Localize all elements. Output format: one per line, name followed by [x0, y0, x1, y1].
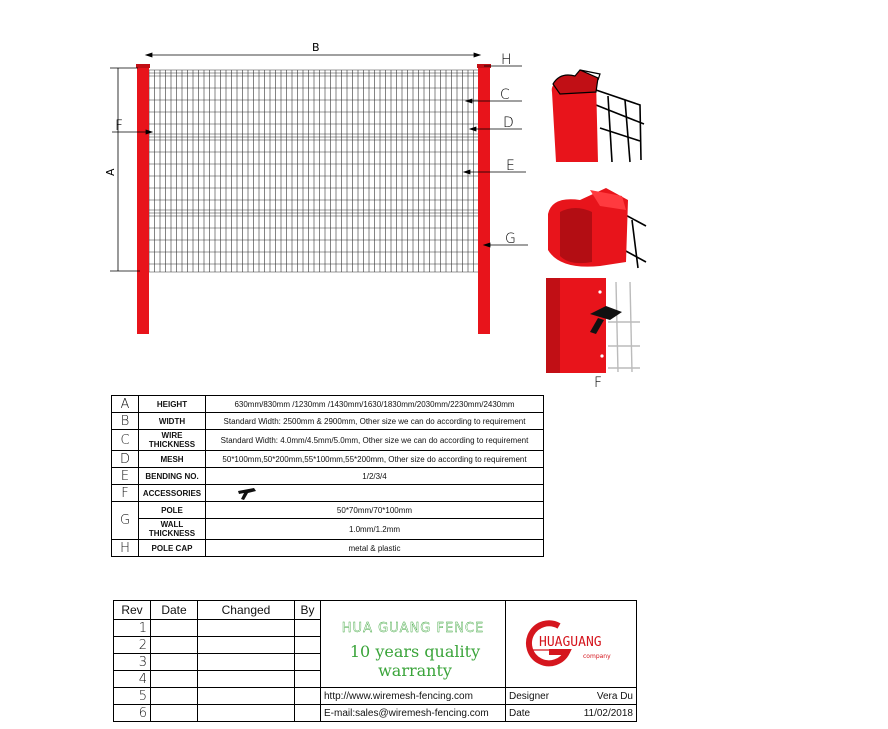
label-c: C [500, 87, 510, 103]
spec-letter: B [112, 413, 139, 430]
designer-label: Designer [506, 688, 566, 705]
spec-row [112, 396, 544, 413]
spec-row [112, 502, 544, 519]
spec-label: ACCESSORIES [139, 485, 206, 502]
leader-d [470, 127, 522, 131]
rev-number: 3 [114, 654, 151, 671]
spec-letter: G [112, 502, 139, 540]
detail-pole-cap [545, 70, 645, 164]
spec-letter: D [112, 451, 139, 468]
email-text: E-mail:sales@wiremesh-fencing.com [321, 705, 506, 722]
spec-table [111, 395, 544, 557]
mesh-panel [149, 70, 478, 272]
label-a: A [104, 168, 117, 176]
spec-value: 50*70mm/70*100mm [206, 502, 544, 519]
website-text: http://www.wiremesh-fencing.com [321, 688, 506, 705]
label-h: H [501, 52, 512, 68]
spec-row [112, 485, 544, 502]
spec-value: 50*100mm,50*200mm,55*100mm,55*200mm, Other size do according to requirement [206, 451, 544, 468]
spec-row [112, 540, 544, 557]
label-b: B [312, 41, 320, 54]
left-post-cap [136, 64, 150, 68]
spec-value: 1.0mm/1.2mm [206, 519, 544, 540]
spec-row [112, 430, 544, 451]
spec-label: POLE CAP [139, 540, 206, 557]
spec-label: POLE [139, 502, 206, 519]
company-name: HUA GUANG FENCE [341, 621, 485, 636]
header-rev: Rev [114, 601, 151, 620]
label-e: E [506, 158, 515, 174]
detail-accessory-clip [546, 278, 640, 373]
leader-c [466, 99, 522, 103]
spec-letter: E [112, 468, 139, 485]
spec-label: BENDING NO. [139, 468, 206, 485]
spec-label: MESH [139, 451, 206, 468]
spec-letter: H [112, 540, 139, 557]
spec-row [112, 451, 544, 468]
right-post [478, 66, 490, 334]
spec-value: 630mm/830mm /1230mm /1430mm/1630/1830mm/2030mm/2230mm/2430mm [206, 396, 544, 413]
rev-row [114, 688, 637, 705]
rev-number: 5 [114, 688, 151, 705]
rev-number: 4 [114, 671, 151, 688]
date-value: 11/02/2018 [565, 705, 636, 722]
spec-value: 1/2/3/4 [206, 468, 544, 485]
label-f: F [115, 118, 124, 134]
spec-row [112, 519, 544, 540]
warranty-text: 10 years quality warranty [349, 642, 481, 680]
header-by: By [295, 601, 321, 620]
spec-letter: F [112, 485, 139, 502]
accessory-clip-icon [234, 485, 264, 501]
accessory-cell [206, 485, 544, 502]
spec-value: metal & plastic [206, 540, 544, 557]
label-g: G [505, 231, 516, 247]
company-cell [321, 601, 506, 688]
spec-letter: A [112, 396, 139, 413]
left-post [137, 66, 149, 334]
spec-label: WALL THICKNESS [139, 519, 206, 540]
date-label: Date [506, 705, 566, 722]
spec-label: HEIGHT [139, 396, 206, 413]
spec-label: WIRE THICKNESS [139, 430, 206, 451]
title-block [113, 600, 637, 722]
rev-number: 6 [114, 705, 151, 722]
label-d: D [503, 115, 514, 131]
logo-text: HUAGUANG [539, 635, 602, 650]
spec-letter: C [112, 430, 139, 451]
logo-sub: company [583, 653, 611, 660]
huaguang-logo [509, 604, 633, 684]
header-date: Date [151, 601, 198, 620]
spec-row [112, 413, 544, 430]
rev-number: 1 [114, 620, 151, 637]
title-block-header [114, 601, 637, 620]
detail-post-profile [548, 188, 646, 268]
spec-value: Standard Width: 2500mm & 2900mm, Other size we can do according to requirement [206, 413, 544, 430]
spec-value: Standard Width: 4.0mm/4.5mm/5.0mm, Other size we can do according to requirement [206, 430, 544, 451]
detail-label-f: F [594, 375, 603, 390]
rev-row [114, 705, 637, 722]
designer-name: Vera Du [565, 688, 636, 705]
rev-number: 2 [114, 637, 151, 654]
spec-row [112, 468, 544, 485]
logo-cell [506, 601, 637, 688]
header-changed: Changed [198, 601, 295, 620]
spec-label: WIDTH [139, 413, 206, 430]
